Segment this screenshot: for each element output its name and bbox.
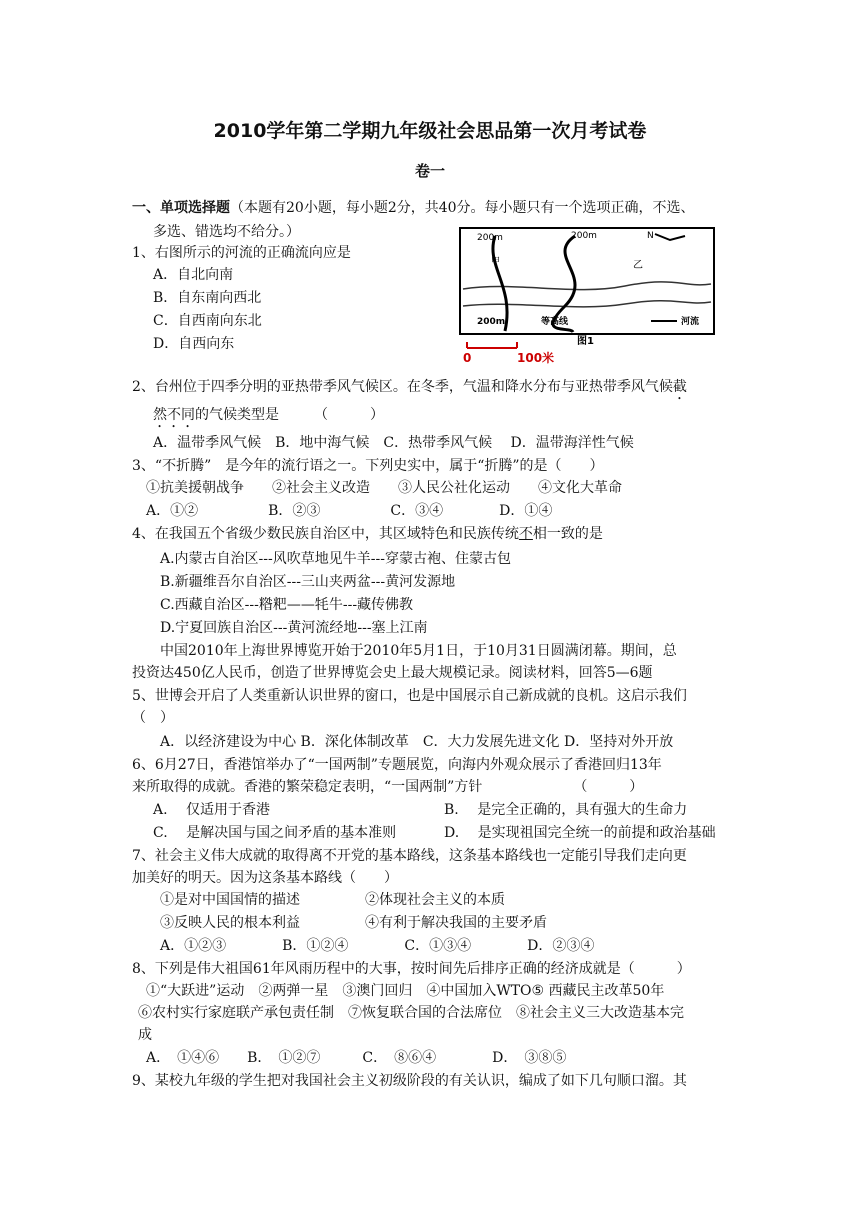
q4-option-d: D.宁夏回族自治区---黄河流经地---塞上江南: [160, 620, 428, 636]
material-line-1: 中国2010年上海世界博览开始于2010年5月1日，于10月31日圆满闭幕。期间，总: [160, 643, 677, 659]
map-label-top-mid: 200m: [571, 231, 597, 241]
q4-option-b: B.新疆维吾尔自治区---三山夹两盆---黄河发源地: [160, 574, 456, 590]
q6-option-a: A. 仅适用于香港: [153, 802, 271, 818]
map-label-jia: 甲: [491, 257, 501, 267]
scale-text: 100米: [517, 351, 555, 365]
q2-stem-1: 2、台州位于四季分明的亚热带季风气候区。在冬季，气温和降水分布与亚热带季风气候截: [132, 379, 687, 395]
map-label-yi: 乙: [633, 260, 643, 271]
q1-option-b: B．自东南向西北: [153, 290, 262, 306]
q4-emphasis: 不: [518, 526, 533, 542]
q6-stem-1: 6、6月27日，香港馆举办了“一国两制”专题展览，向海内外观众展示了香港回归13年: [132, 757, 662, 773]
q2-emphasis-1: 截: [672, 379, 687, 395]
section-desc: （本题有20小题，每小题2分，共40分。每小题只有一个选项正确，不选、: [230, 200, 695, 216]
q6-stem-2: 来所取得的成就。香港的繁荣稳定表明，“一国两制”方针 （ ）: [132, 779, 644, 795]
q1-option-a: A．自北向南: [153, 267, 234, 283]
q8-items-2: ⑥农村实行家庭联产承包责任制 ⑦恢复联合国的合法席位 ⑧社会主义三大改造基本完: [138, 1005, 684, 1021]
section-heading-line: [132, 198, 695, 218]
q2-options: A．温带季风气候 B．地中海气候 C．热带季风气候 D．温带海洋性气候: [153, 435, 634, 451]
q5-stem-1: 5、世博会开启了人类重新认识世界的窗口，也是中国展示自己新成就的良机。这启示我们: [132, 688, 687, 704]
q7-item-4: ④有利于解决我国的主要矛盾: [365, 915, 547, 931]
section-heading: 一、单项选择题: [132, 200, 230, 216]
q8-items-3: 成: [138, 1027, 152, 1043]
page-title: 2010学年第二学期九年级社会思品第一次月考试卷: [213, 120, 647, 142]
q3-items: ①抗美援朝战争 ②社会主义改造 ③人民公社化运动 ④文化大革命: [146, 480, 622, 496]
scale-zero: 0: [463, 351, 472, 365]
q7-stem-1: 7、社会主义伟大成就的取得离不开党的基本路线，这条基本路线也一定能引导我们走向更: [132, 848, 687, 864]
q1-option-c: C．自西南向东北: [153, 313, 262, 329]
q7-options: A．①②③ B．①②④ C．①③④ D．②③④: [160, 938, 595, 954]
q8-options: A． ①④⑥ B． ①②⑦ C． ⑧⑥④ D． ③⑧⑤: [146, 1050, 567, 1066]
section-desc-cont: 多选、错选均不给分。）: [153, 224, 300, 240]
map-label-river: 河流: [681, 317, 700, 327]
q8-stem: 8、下列是伟大祖国61年风雨历程中的大事，按时间先后排序正确的经济成就是（ ）: [132, 961, 691, 977]
river-contour-map: [455, 226, 717, 368]
q4-option-c: C.西藏自治区---糌粑——牦牛---藏传佛教: [160, 597, 414, 613]
section-title: 卷一: [414, 162, 445, 180]
q5-stem-2: （ ）: [132, 710, 174, 726]
q4-stem: 4、在我国五个省级少数民族自治区中，其区域特色和民族传统不相一致的是: [132, 526, 603, 542]
q2-stem-2: 然不同的气候类型是 （ ）: [153, 407, 384, 423]
map-label-north: N: [647, 231, 654, 241]
q2-emphasis-2: 然不同: [153, 407, 195, 423]
q6-option-c: C. 是解决国与国之间矛盾的基本准则: [153, 825, 397, 841]
q7-item-1: ①是对中国国情的描述: [160, 892, 300, 908]
q4-option-a: A.内蒙古自治区---风吹草地见牛羊---穿蒙古袍、住蒙古包: [160, 551, 511, 567]
q8-items-1: ①“大跃进”运动 ②两弹一星 ③澳门回归 ④中国加入WTO⑤ 西藏民主改革50年: [146, 983, 665, 999]
q7-item-2: ②体现社会主义的本质: [365, 892, 505, 908]
q7-stem-2: 加美好的明天。因为这条基本路线（ ）: [132, 870, 398, 886]
q7-item-3: ③反映人民的根本利益: [160, 915, 300, 931]
q3-options: A．①② B．②③ C．③④ D．①④: [146, 503, 553, 519]
q3-stem: 3、“不折腾” 是今年的流行语之一。下列史实中，属于“折腾”的是（ ）: [132, 458, 604, 474]
q6-option-d: D. 是实现祖国完全统一的前提和政治基础: [444, 825, 716, 841]
q1-stem: 1、右图所示的河流的正确流向应是: [132, 245, 351, 261]
q5-options: A．以经济建设为中心 B．深化体制改革 C．大力发展先进文化 D．坚持对外开放: [160, 734, 674, 750]
q1-option-d: D．自西向东: [153, 336, 235, 352]
q9-stem: 9、某校九年级的学生把对我国社会主义初级阶段的有关认识，编成了如下几句顺口溜。其: [132, 1073, 687, 1089]
map-label-bottom-left: 200m: [477, 317, 506, 327]
map-label-contour: 等高线: [541, 317, 569, 327]
map-caption: 图1: [577, 336, 594, 347]
map-label-top-left: 200m: [477, 233, 503, 243]
q6-option-b: B. 是完全正确的，具有强大的生命力: [444, 802, 688, 818]
material-line-2: 投资达450亿人民币，创造了世界博览会史上最大规模记录。阅读材料，回答5—6题: [132, 665, 653, 681]
